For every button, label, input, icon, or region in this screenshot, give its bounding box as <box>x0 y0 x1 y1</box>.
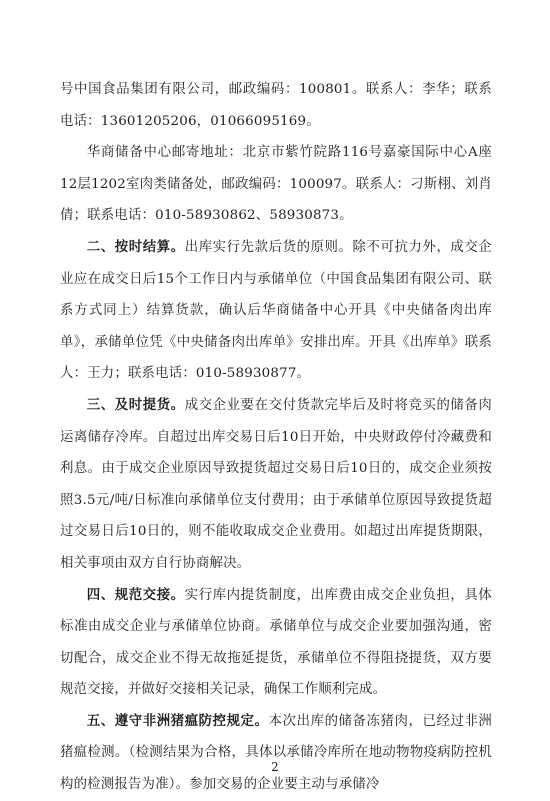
section-heading: 五、遵守非洲猪瘟防控规定。 <box>86 713 269 729</box>
paragraph-contact-continuation <box>60 74 492 137</box>
page-number: 2 <box>271 760 279 774</box>
section-heading: 二、按时结算。 <box>86 239 185 255</box>
paragraph-text: 号中国食品集团有限公司，邮政编码：100801。联系人：李华；联系电话：13601205206，01066095169。 <box>60 82 492 129</box>
section-heading: 四、规范交接。 <box>86 587 185 603</box>
paragraph-text: 实行库内提货制度，出库费由成交企业负担，具体标准由成交企业与承储单位协商。承储单位与成交企业要加强沟通，密切配合，成交企业不得无故拖延提货，承储单位不得阻挠提货，双方要规范交接，并做好交接相关记录，确保工作顺利完成。 <box>60 587 492 698</box>
paragraph-text: 华商储备中心邮寄地址：北京市紫竹院路116号嘉豪国际中心A座12层1202室肉类储备处，邮政编码：100097。联系人：刁斯栩、刘肖倩；联系电话：010-58930862、58930873。 <box>60 145 492 224</box>
paragraph-huashang-address <box>60 137 492 232</box>
paragraph-swine-fever <box>60 706 492 801</box>
paragraph-text: 出库实行先款后货的原则。除不可抗力外，成交企业应在成交日后15个工作日内与承储单位（中国食品集团有限公司、联系方式同上）结算货款，确认后华商储备中心开具《中央储备肉出库单》，承储单位凭《中央储备肉出库单》安排出库。开具《出库单》联系人：王力；联系电话：010-58930877。 <box>60 239 492 382</box>
section-heading: 三、及时提货。 <box>86 397 185 413</box>
paragraph-settlement <box>60 232 492 390</box>
paragraph-pickup <box>60 390 492 580</box>
paragraph-handover <box>60 580 492 706</box>
paragraph-text: 本次出库的储备冻猪肉，已经过非洲猪瘟检测。（检测结果为合格，具体以承储冷库所在地动物物疫病防控机构的检测报告为准）。参加交易的企业要主动与承储冷 <box>60 713 493 793</box>
document-body <box>60 74 492 801</box>
paragraph-text: 成交企业要在交付货款完毕后及时将竞买的储备肉运离储存冷库。自超过出库交易日后10日开始，中央财政停付冷藏费和利息。由于成交企业原因导致提货超过交易日后10日的，成交企业须按照3.5元/吨/日标准向承储单位支付费用；由于承储单位原因导致提货超过交易日后10日的，则不能收取成交企业费用。如超过出库提货期限，相关事项由双方自行协商解决。 <box>60 397 492 571</box>
